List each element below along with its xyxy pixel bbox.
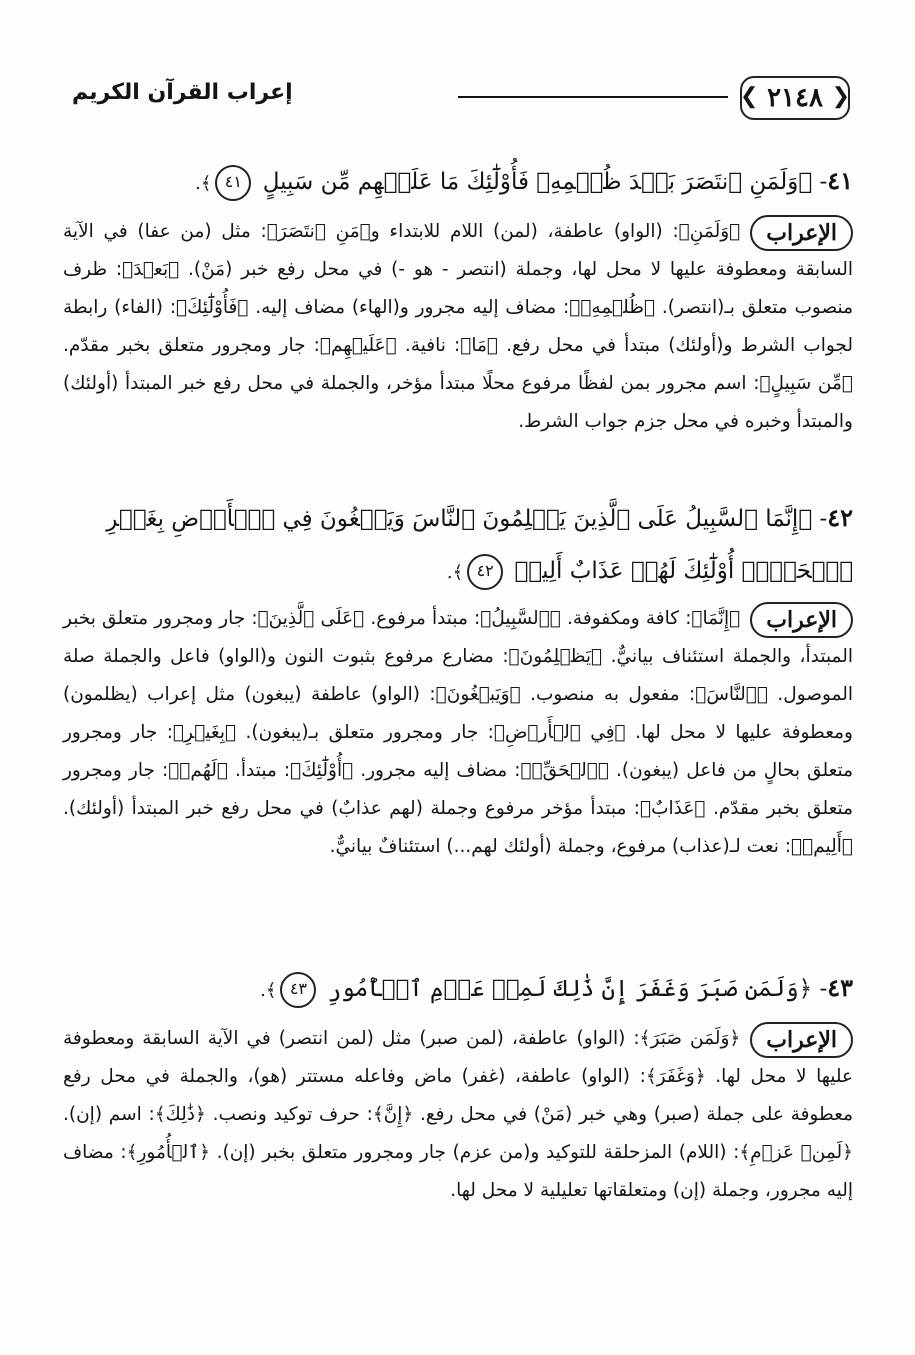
iarab-label: الإعراب (750, 1022, 853, 1058)
analysis-text: ﴿وَلَمَن صَبَرَ﴾: (الواو) عاطفة، (لمن صبر) مثل (لمن انتصر) في الآية السابقة ومعطوفة عليها لا محل لها. ﴿وَغَفَرَ﴾: (الواو) عاطفة، (غفر) ماض وفاعله مستتر (هو)، والجملة في محل رفع معطوفة على جملة (صبر) وهي خبر (مَنْ) في محل رفع. ﴿إِنَّ﴾: حرف توكيد ونصب. ﴿ذَٰلِكَ﴾: اسم (إن). ﴿لَمِنۡ عَزۡمِ﴾: (اللام) المزحلقة للتوكيد و(من عزم) جار ومجرور متعلق بخبر (إن). ﴿ٱلۡأُمُورِ﴾: مضاف إليه مجرور، وجملة (إن) ومتعلقاتها تعليلية لا محل لها. (63, 1028, 853, 1201)
analysis-42 (63, 600, 853, 866)
analysis-43 (63, 1020, 853, 1210)
verse-end: ﴾. (446, 562, 464, 583)
ayah-number-icon: ٤٢ (467, 554, 503, 590)
header-rule (458, 96, 728, 98)
verse-text: ﴿وَلَمَن صَبَرَ وَغَفَرَ إِنَّ ذَٰلِكَ لَمِنۡ عَزۡمِ ٱلۡأُمُورِ (327, 976, 813, 1002)
book-title: إعراب القرآن الكريم (72, 80, 293, 105)
verse-43: ٤٣- ﴿وَلَمَن صَبَرَ وَغَفَرَ إِنَّ ذَٰلِكَ لَمِنۡ عَزۡمِ ٱلۡأُمُورِ ٤٣﴾. (63, 962, 853, 1017)
ornament-icon: ❮ (740, 84, 759, 109)
verse-42: ٤٢- ﴿إِنَّمَا ٱلسَّبِيلُ عَلَى ٱلَّذِينَ يَظۡلِمُونَ ٱلنَّاسَ وَيَبۡغُونَ فِي ٱلۡأَرۡضِ بِغَيۡرِ ٱلۡحَقِّۚ أُوْلَٰٓئِكَ لَهُمۡ عَذَابٌ أَلِيمٞ ٤٢﴾. (63, 492, 853, 599)
verse-number: ٤٢ (827, 503, 853, 532)
verse-text: ﴿وَلَمَنِ ٱنتَصَرَ بَعۡدَ ظُلۡمِهِۦ فَأُوْلَٰٓئِكَ مَا عَلَيۡهِم مِّن سَبِيلٍ (262, 169, 813, 195)
ornament-icon: ❯ (831, 84, 850, 109)
verse-41: ٤١- ﴿وَلَمَنِ ٱنتَصَرَ بَعۡدَ ظُلۡمِهِۦ فَأُوْلَٰٓئِكَ مَا عَلَيۡهِم مِّن سَبِيلٍ ٤١﴾. (63, 155, 853, 210)
page-number: ٢١٤٨ (767, 83, 823, 113)
verse-end: ﴾. (195, 173, 212, 194)
verse-end: ﴾. (260, 980, 277, 1001)
page-header (60, 76, 850, 122)
ayah-number-icon: ٤١ (215, 165, 251, 201)
ayah-number-icon: ٤٣ (280, 972, 316, 1008)
verse-number: ٤١ (827, 166, 853, 195)
page-number-frame (740, 76, 850, 120)
analysis-text: ﴿إِنَّمَا﴾: كافة ومكفوفة. ﴿ٱلسَّبِيلُ﴾: مبتدأ مرفوع. ﴿عَلَى ٱلَّذِينَ﴾: جار ومجرور متعلق بخبر المبتدأ، والجملة استئناف بيانيٌّ. ﴿يَظۡلِمُونَ﴾: مضارع مرفوع بثبوت النون و(الواو) فاعل والجملة صلة الموصول. ﴿ٱلنَّاسَ﴾: مفعول به منصوب. ﴿وَيَبۡغُونَ﴾: (الواو) عاطفة (يبغون) مثل إعراب (يظلمون) ومعطوفة عليها لا محل لها. ﴿فِي ٱلۡأَرۡضِ﴾: جار ومجرور متعلق بـ(يبغون). ﴿بِغَيۡرِ﴾: جار ومجرور متعلق بحالٍ من فاعل (يبغون). ﴿ٱلۡحَقِّۚ﴾: مضاف إليه مجرور. ﴿أُوْلَٰٓئِكَ﴾: مبتدأ. ﴿لَهُمۡ﴾: جار ومجرور متعلق بخبر مقدّم. ﴿عَذَابٌ﴾: مبتدأ مؤخر مرفوع وجملة (لهم عذابٌ) في محل رفع خبر المبتدأ (أولئك). ﴿أَلِيمٞ﴾: نعت لـ(عذاب) مرفوع، وجملة (أولئك لهم...) استئنافٌ بيانيٌّ. (63, 608, 853, 857)
verse-text: ﴿إِنَّمَا ٱلسَّبِيلُ عَلَى ٱلَّذِينَ يَظۡلِمُونَ ٱلنَّاسَ وَيَبۡغُونَ فِي ٱلۡأَرۡضِ بِغَيۡرِ ٱلۡحَقِّۚ أُوْلَٰٓئِكَ لَهُمۡ عَذَابٌ أَلِيمٞ (106, 506, 853, 584)
analysis-41 (63, 213, 853, 441)
iarab-label: الإعراب (750, 602, 853, 638)
iarab-label: الإعراب (750, 215, 853, 251)
verse-number: ٤٣ (827, 973, 853, 1002)
analysis-text: ﴿وَلَمَنِ﴾: (الواو) عاطفة، (لمن) اللام للابتداء و﴿مَنِ ٱنتَصَرَ﴾: مثل (من عفا) في الآية السابقة ومعطوفة عليها لا محل لها، وجملة (انتصر - هو -) في محل رفع خبر (مَنْ). ﴿بَعۡدَ﴾: ظرف منصوب متعلق بـ(انتصر). ﴿ظُلۡمِهِۦ﴾: مضاف إليه مجرور و(الهاء) مضاف إليه. ﴿فَأُوْلَٰٓئِكَ﴾: (الفاء) رابطة لجواب الشرط و(أولئك) مبتدأ في محل رفع. ﴿مَا﴾: نافية. ﴿عَلَيۡهِم﴾: جار ومجرور متعلق بخبر مقدّم. ﴿مِّن سَبِيلٍ﴾: اسم مجرور بمن لفظًا مرفوع محلًا مبتدأ مؤخر، والجملة في محل رفع خبر المبتدأ (أولئك) والمبتدأ وخبره في محل جزم جواب الشرط. (63, 221, 853, 432)
